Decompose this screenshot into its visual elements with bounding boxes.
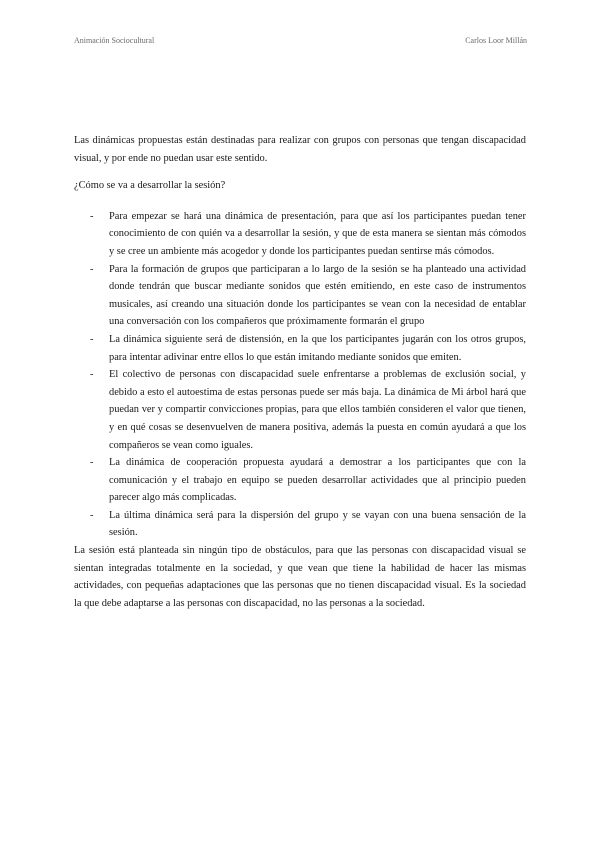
list-item-text: Para empezar se hará una dinámica de presentación, para que así los participantes puedan tener conocimiento de con quién va a desarrollar la sesión, y que de esta manera se sientan más cómodos y se cree un ambiente más acogedor y donde los participantes puedan sentirse más cómodos. [109, 210, 526, 257]
list-item-text: La dinámica siguiente será de distensión, en la que los participantes jugarán con los otros grupos, para intentar adivinar entre ellos lo que están imitando mediante sonidos que emiten. [109, 333, 526, 363]
header-right: Carlos Loor Millán [465, 36, 527, 45]
document-body [74, 132, 526, 612]
bullet-dash: - [90, 457, 94, 469]
list-item [74, 208, 526, 261]
bullet-dash: - [90, 509, 94, 521]
list-item [74, 331, 526, 366]
list-item-text: El colectivo de personas con discapacidad suele enfrentarse a problemas de exclusión social, y debido a esto el autoestima de estas personas puede ser más baja. La dinámica de Mi árbol hará que puedan ver y compartir convicciones propias, para que ellos también consideren el valor que tienen, y en qué cosas se desenvuelven de manera positiva, además la puesta en común ayudará a que los compañeros se vean como iguales. [109, 369, 526, 451]
list-item [74, 507, 526, 542]
list-item-text: La última dinámica será para la dispersión del grupo y se vayan con una buena sensación de la sesión. [109, 509, 526, 539]
intro-paragraph: Las dinámicas propuestas están destinadas para realizar con grupos con personas que tengan discapacidad visual, y por ende no puedan usar este sentido. [74, 135, 526, 164]
bullet-dash: - [90, 333, 94, 345]
section-question: ¿Cómo se va a desarrollar la sesión? [74, 180, 226, 192]
list-item-text: La dinámica de cooperación propuesta ayudará a demostrar a los participantes que con la comunicación y el trabajo en equipo se pueden desarrollar actividades que al principio pueden parecer algo más complicadas. [109, 457, 526, 504]
bullet-dash: - [90, 369, 94, 381]
list-item [74, 454, 526, 507]
bullet-dash: - [90, 210, 94, 222]
header-left: Animación Sociocultural [74, 36, 155, 45]
bullet-dash: - [90, 263, 94, 275]
list-item [74, 261, 526, 331]
list-item [74, 366, 526, 454]
conclusion-paragraph: La sesión está planteada sin ningún tipo de obstáculos, para que las personas con discapacidad visual se sientan integradas totalmente en la sociedad, y que vean que tiene la habilidad de hacer las mismas actividades, con pequeñas adaptaciones que las personas que no tienen discapacidad visual. Es la sociedad la que debe adaptarse a las personas con discapacidad, no las personas a la sociedad. [74, 545, 526, 609]
list-item-text: Para la formación de grupos que participaran a lo largo de la sesión se ha planteado una actividad donde tendrán que buscar mediante sonidos que estén emitiendo, en este caso de instrumentos musicales, así creando una situación donde los participantes se vean con la necesidad de entablar una conversación con los compañeros que próximamente formarán el grupo [109, 263, 526, 328]
bullet-list [74, 208, 526, 542]
